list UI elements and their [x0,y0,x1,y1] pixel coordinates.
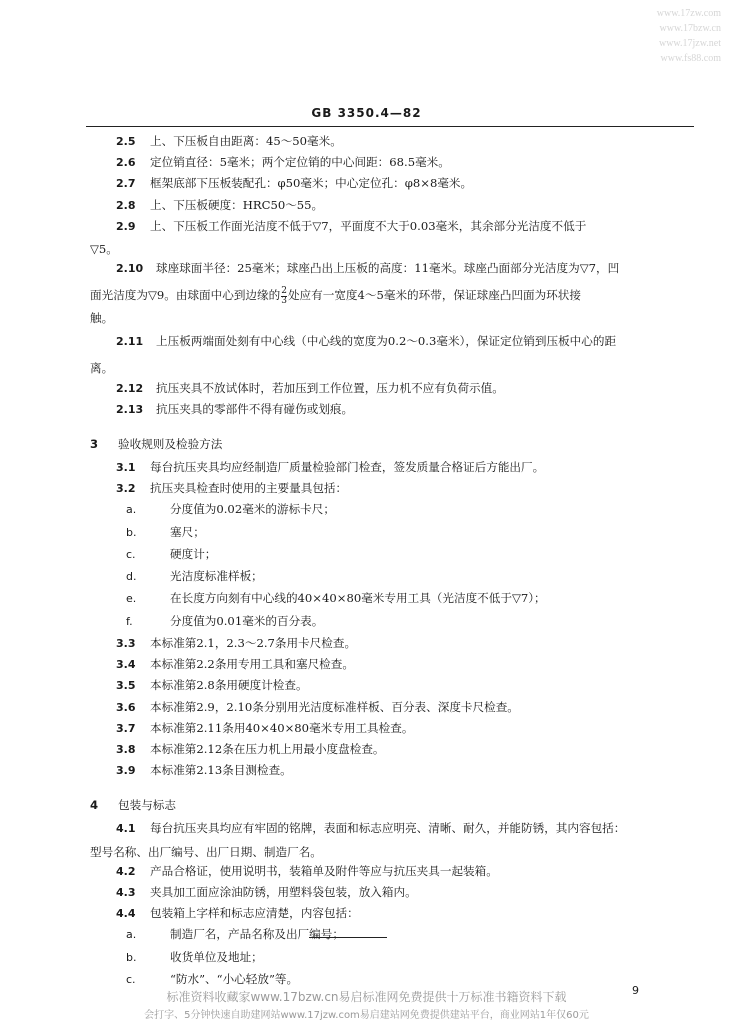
list-text: 收货单位及地址； [170,949,263,964]
list-item [90,926,690,948]
clause-number: 2.8 [116,198,136,212]
clause-row [90,741,690,762]
list-text: “防水”、“小心轻放”等。 [170,971,299,986]
clause-row [90,154,690,175]
header-rule [86,126,694,127]
clause-text-part: 面光洁度为▽9。由球面中心到边缘的 [90,288,281,303]
fraction [281,287,287,306]
section-title: 包装与标志 [118,798,176,813]
clause-continuation: 触。 [90,311,114,326]
clause-row [90,820,690,841]
clause-text: 本标准第2.1，2.3～2.7条用卡尺检查。 [150,636,357,651]
clause-number: 2.5 [116,135,136,148]
list-item [90,590,690,612]
clause-number: 3.6 [116,700,136,714]
clause-row [90,699,690,720]
list-item [90,524,690,546]
clause-row [90,635,690,656]
clause-row [90,905,690,926]
clause-row [90,175,690,196]
clause-text: 抗压夹具不放试体时，若加压到工作位置，压力机不应有负荷示值。 [156,380,504,395]
clause-number: 2.11 [116,335,144,349]
list-letter: f. [126,614,133,628]
clause-number: 3.1 [116,460,136,474]
clause-row [90,260,690,285]
clause-text: 抗压夹具的零部件不得有碰伤或划痕。 [156,401,354,416]
end-divider [309,937,387,938]
list-letter: d. [126,570,137,584]
clause-number: 2.7 [116,177,136,191]
clause-number: 3.7 [116,721,136,735]
watermark [657,6,721,66]
page-number: 9 [632,984,639,997]
clause-row [90,480,690,501]
clause-text: 每台抗压夹具均应经制造厂质量检验部门检查，签发质量合格证后方能出厂。 [150,459,545,474]
clause-text: 本标准第2.8条用硬度计检查。 [150,678,308,693]
clause-number: 4.4 [116,907,136,921]
clause-text: 上压板两端面处刻有中心线（中心线的宽度为0.2～0.3毫米），保证定位销到压板中心的距 [156,334,617,349]
list-letter: b. [126,525,137,539]
clause-row [90,459,690,480]
clause-number: 4.1 [116,822,136,836]
clause-number: 2.10 [116,262,144,276]
watermark-line: www.17zw.com [656,8,721,19]
clause-number: 2.6 [116,156,136,170]
clause-row [90,863,690,884]
clause-row [90,720,690,741]
list-letter: c. [126,972,136,986]
clause-number: 3.9 [116,764,136,778]
section-number: 3 [90,436,99,451]
list-letter: a. [126,928,137,942]
clause-continuation: 离。 [90,361,114,376]
clause-text: 上、下压板工作面光洁度不低于▽7，平面度不大于0.03毫米，其余部分光洁度不低于 [150,218,587,233]
clause-number: 2.13 [116,402,144,416]
clause-text: 夹具加工面应涂油防锈，用塑料袋包装，放入箱内。 [150,884,417,899]
clause-row [90,197,690,218]
clause-text: 抗压夹具检查时使用的主要量具包括： [150,481,348,496]
section-title: 验收规则及检验方法 [118,436,223,451]
document-body [90,133,690,993]
clause-text: 本标准第2.11条用40×40×80毫米专用工具检查。 [150,720,414,735]
watermark-line: www.17jzw.net [658,38,721,49]
section-heading [90,436,690,459]
clause-text: 本标准第2.9，2.10条分别用光洁度标准样板、百分表、深度卡尺检查。 [150,699,519,714]
clause-continuation: ▽5。 [90,241,118,256]
clause-text: 每台抗压夹具均应有牢固的铭牌，表面和标志应明亮、清晰、耐久，并能防锈，其内容包括： [150,821,626,836]
list-text: 分度值为0.01毫米的百分表。 [170,613,324,628]
clause-row [90,656,690,677]
clause-text: 本标准第2.12条在压力机上用最小度盘检查。 [150,741,385,756]
clause-text: 上、下压板硬度：HRC50～55。 [150,197,324,212]
list-text: 硬度计； [170,546,217,561]
list-text: 在长度方向刻有中心线的40×40×80毫米专用工具（光洁度不低于▽7）； [170,591,546,606]
clause-row [90,762,690,783]
clause-number: 3.4 [116,658,136,672]
section-heading [90,797,690,820]
clause-number: 4.3 [116,885,136,899]
clause-row [90,677,690,698]
clause-row [90,333,690,358]
clause-row [90,133,690,154]
list-text: 塞尺； [170,524,205,539]
list-text: 分度值为0.02毫米的游标卡尺； [170,502,335,517]
clause-row [90,401,690,422]
clause-number: 3.2 [116,482,136,496]
clause-row [90,884,690,905]
clause-number: 2.12 [116,381,144,395]
watermark-line: www.fs88.com [660,53,721,64]
clause-row [90,218,690,239]
clause-text: 球座球面半径：25毫米；球座凸出上压板的高度：11毫米。球座凸面部分光洁度为▽7，凹 [156,261,620,276]
clause-number: 3.8 [116,742,136,756]
section-number: 4 [90,798,99,813]
footer-banner-line: 会打字、5分钟快速自助建网站www.17jzw.com易启建站网免费提供建站平台，商业网站1年仅60元 [144,1010,589,1021]
list-item [90,949,690,971]
clause-text: 产品合格证，使用说明书，装箱单及附件等应与抗压夹具一起装箱。 [150,863,498,878]
clause-text-part: 处应有一宽度4～5毫米的环带，保证球座凸凹面为环状接 [287,288,581,303]
list-letter: b. [126,950,137,964]
clause-number: 3.5 [116,679,136,693]
clause-continuation [90,285,690,308]
clause-text: 本标准第2.2条用专用工具和塞尺检查。 [150,657,354,672]
clause-row [90,380,690,401]
watermark-line: www.17bzw.cn [659,23,721,34]
clause-text: 包装箱上字样和标志应清楚，内容包括： [150,906,359,921]
list-letter: e. [126,592,137,606]
clause-text: 上、下压板自由距离：45～50毫米。 [150,134,342,148]
clause-number: 3.3 [116,637,136,651]
list-item [90,568,690,590]
list-letter: c. [126,547,136,561]
clause-text: 本标准第2.13条目测检查。 [150,763,292,778]
clause-text: 框架底部下压板装配孔：φ50毫米；中心定位孔：φ8×8毫米。 [150,176,473,191]
list-letter: a. [126,503,137,517]
clause-number: 2.9 [116,219,136,233]
list-item [90,501,690,523]
clause-text: 定位销直径：5毫米；两个定位销的中心间距：68.5毫米。 [150,155,450,170]
clause-number: 4.2 [116,864,136,878]
standard-code-header: GB 3350.4—82 [311,106,422,120]
fraction-denominator: 3 [281,295,287,306]
clause-continuation: 型号名称、出厂编号、出厂日期、制造厂名。 [90,844,322,859]
list-text: 光洁度标准样板； [170,569,263,584]
list-text: 制造厂名，产品名称及出厂编号； [170,927,344,942]
fraction-numerator: 2 [281,285,287,296]
footer-banner-line: 标准资料收藏家www.17bzw.cn易启标准网免费提供十万标准书籍资料下载 [166,990,567,1004]
list-item [90,546,690,568]
list-item [90,613,690,635]
